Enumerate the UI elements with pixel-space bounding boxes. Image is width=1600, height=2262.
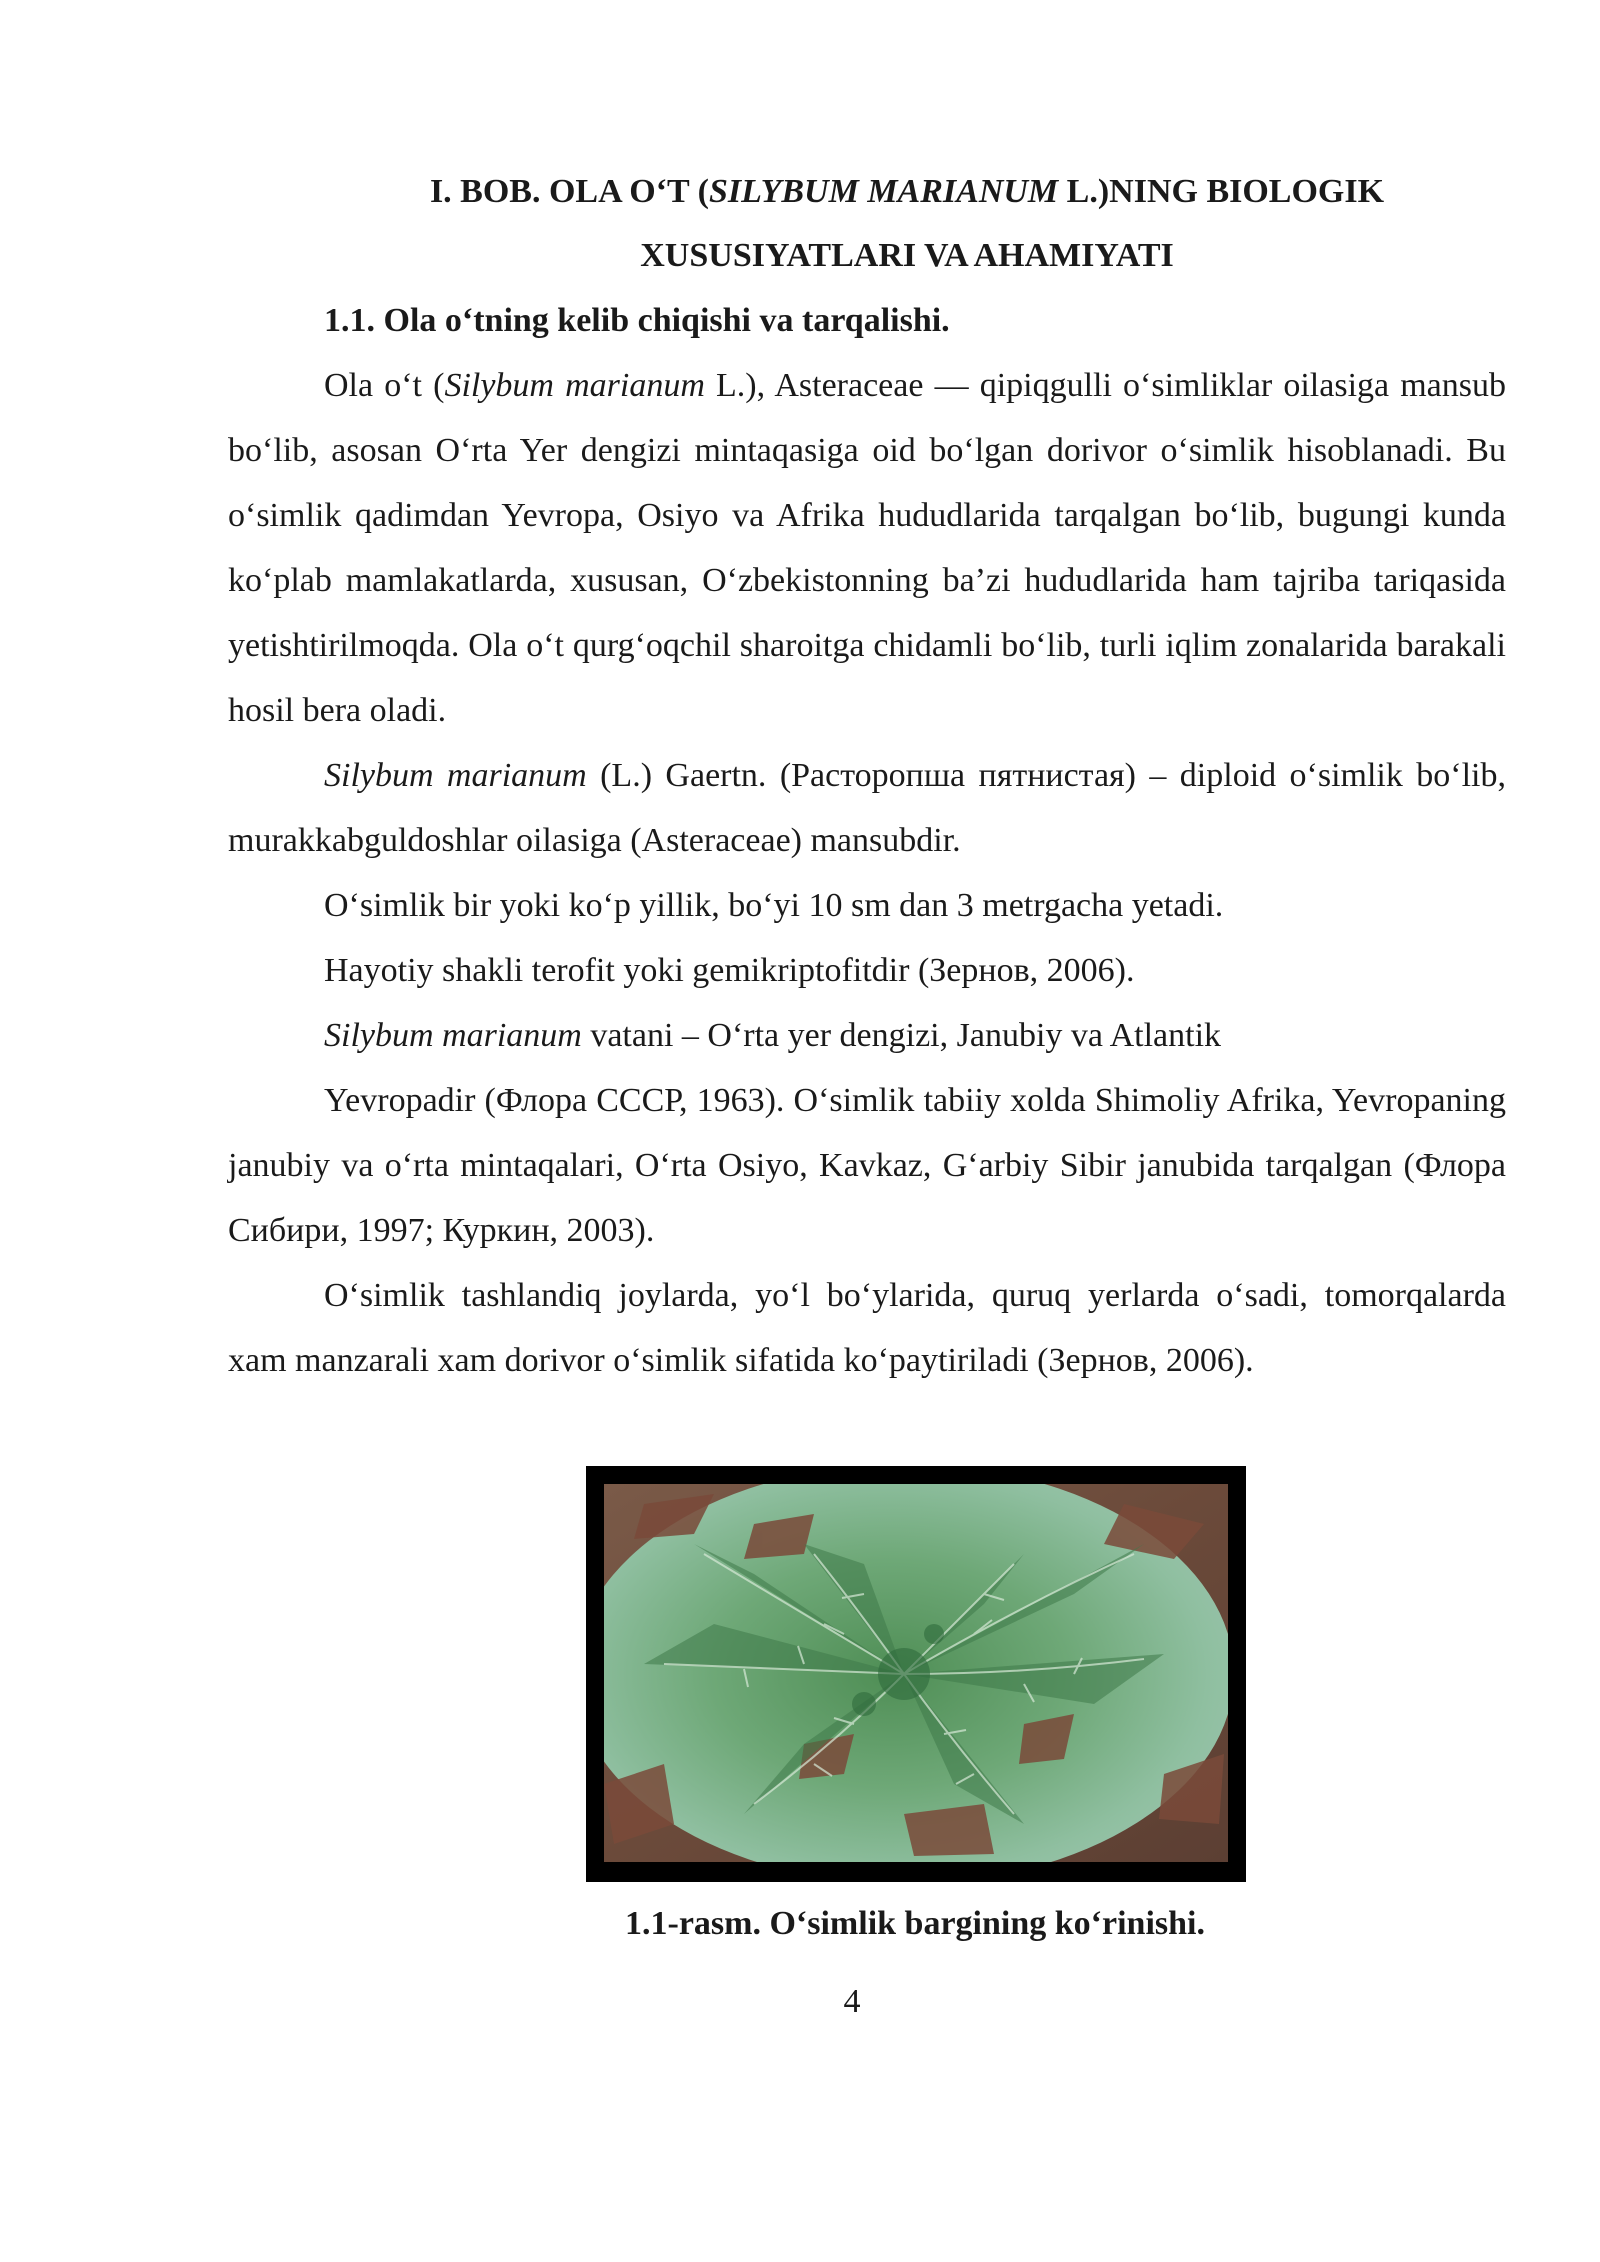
chapter-title-line2: XUSUSIYATLARI VA AHAMIYATI bbox=[640, 237, 1174, 274]
paragraph-homeland-rest: vatani – O‘rta yer dengizi, Janubiy va Atlantik bbox=[581, 1017, 1222, 1054]
paragraph-distribution: Yevropadir (Флора СССР, 1963). O‘simlik tabiiy xolda Shimoliy Afrika, Yevropaning janubiy va o‘rta mintaqalari, O‘rta Osiyo, Kavkaz, G‘arbiy Sibir janubida tarqalgan (Флора Сибири, 1997; Куркин, 2003). bbox=[228, 1082, 1506, 1249]
page-number: 4 bbox=[843, 1983, 861, 2020]
paragraph-homeland-species: Silybum marianum bbox=[324, 1017, 582, 1054]
plant-leaves-photo bbox=[604, 1484, 1228, 1862]
paragraph-taxonomy-rest: (L.) Gaertn. (Расторопша пятнистая) – diploid o‘simlik bo‘lib, murakkabguldoshlar oilasiga (Asteraceae) mansubdir. bbox=[228, 757, 1506, 859]
figure-caption: 1.1-rasm. O‘simlik bargining ko‘rinishi. bbox=[625, 1905, 1205, 1942]
paragraph-size: O‘simlik bir yoki ko‘p yillik, bo‘yi 10 sm dan 3 metrgacha yetadi. bbox=[324, 887, 1224, 924]
paragraph-taxonomy bbox=[228, 743, 1506, 873]
paragraph-taxonomy-species: Silybum marianum bbox=[324, 757, 587, 794]
paragraph-homeland bbox=[228, 1003, 1506, 1068]
paragraph-habitat: O‘simlik tashlandiq joylarda, yo‘l bo‘ylarida, quruq yerlarda o‘sadi, tomorqalarda xam manzarali xam dorivor o‘simlik sifatida ko‘paytiriladi (Зернов, 2006). bbox=[228, 1277, 1506, 1379]
paragraph-lifeform: Hayotiy shakli terofit yoki gemikriptofitdir (Зернов, 2006). bbox=[324, 952, 1135, 989]
chapter-title-suffix: L.)NING BIOLOGIK bbox=[1058, 173, 1385, 210]
section-title: 1.1. Ola o‘tning kelib chiqishi va tarqalishi. bbox=[324, 302, 950, 339]
paragraph-intro-species: Silybum marianum bbox=[444, 367, 705, 404]
chapter-title bbox=[228, 160, 1506, 288]
paragraph-intro-rest: L.), Asteraceae — qipiqgulli o‘simliklar oilasiga mansub bo‘lib, asosan O‘rta Yer dengizi mintaqasiga oid bo‘lgan dorivor o‘simlik hisoblanadi. Bu o‘simlik qadimdan Yevropa, Osiyo va Afrika hududlarida tarqalgan bo‘lib, bugungi kunda ko‘plab mamlakatlarda, xususan, O‘zbekistonning ba’zi hududlarida ham tajriba tariqasida yetishtirilmoqda. Ola o‘t qurg‘oqchil sharoitga chidamli bo‘lib, turli iqlim zonalarida barakali hosil bera oladi. bbox=[228, 367, 1507, 729]
figure-frame bbox=[586, 1466, 1246, 1882]
chapter-title-prefix: I. BOB. OLA O‘T ( bbox=[429, 173, 709, 210]
chapter-title-species: SILYBUM MARIANUM bbox=[708, 173, 1059, 210]
paragraph-intro bbox=[228, 353, 1506, 743]
paragraph-intro-start: Ola o‘t ( bbox=[324, 367, 445, 404]
document-body bbox=[228, 160, 1506, 1393]
